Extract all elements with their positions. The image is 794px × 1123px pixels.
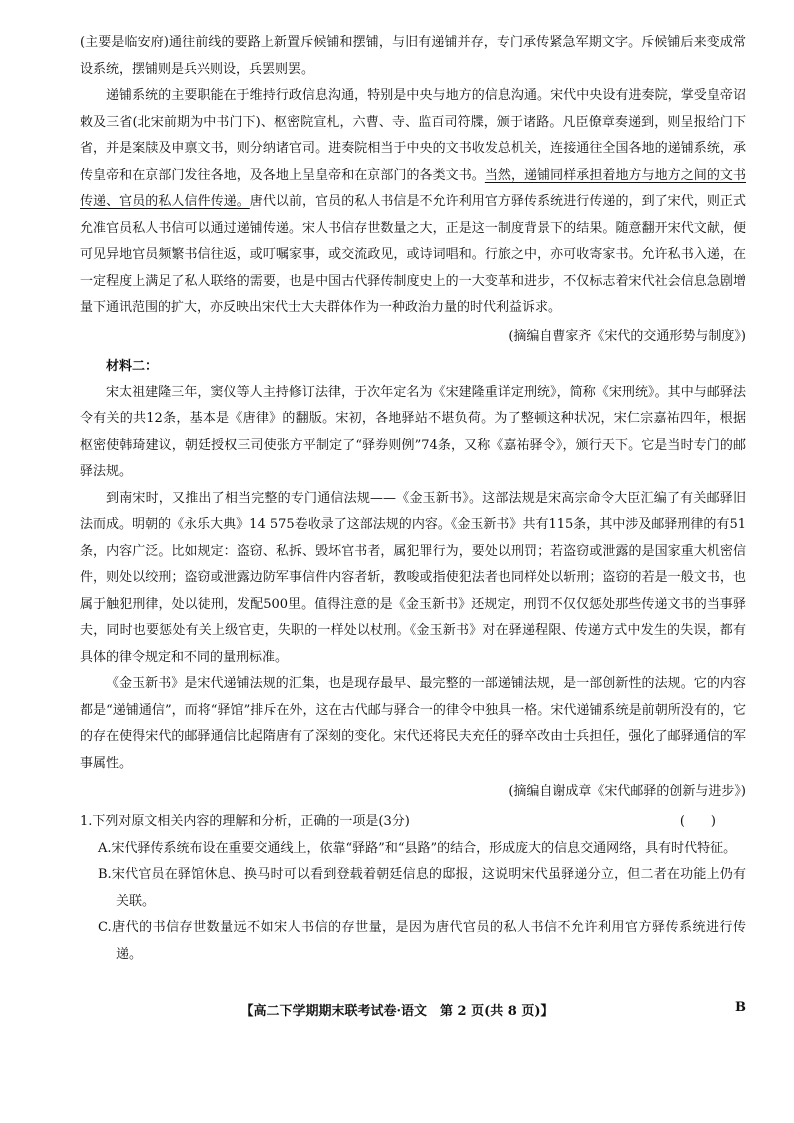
page-footer	[0, 1000, 794, 1019]
underlined-sentence: 当然，递铺同样承担着地方与地方之间的文书传递、官员的私人信件传递。	[80, 167, 746, 209]
answer-blank: ( )	[679, 814, 716, 829]
option-a: A.宋代驿传系统布设在重要交通线上，依靠“驿路”和“县路”的结合，形成庞大的信息交通网络，具有时代特征。	[98, 840, 737, 856]
paragraph-text: 唐代以前，官员的私人书信是不允许利用官方驿传系统进行传递的，到了宋代，则正式允准官员私人书信可以通过递铺传递。宋人书信存世数量之大，正是这一制度背景下的结果。随意翻开宋代文献，便可见异地官员频繁书信往返，或叮嘱家事，或交流政见，或诗词唱和。行旅之中，亦可收寄家书。允许私书入递，在一定程度上满足了私人联络的需要，也是中国古代驿传制度史上的一大变革和进步，不仅标志着宋代社会信息急剧增量下通讯范围的扩大，亦反映出宋代士大夫群体作为一种政治力量的时代利益诉求。	[80, 194, 746, 315]
option-c: C.唐代的书信存世数量远不如宋人书信的存世量，是因为唐代官员的私人书信不允许利用官方驿传系统进行传递。	[98, 920, 746, 962]
question-text: 1.下列对原文相关内容的理解和分析，正确的一项是(3分)	[80, 814, 410, 829]
material-heading: 材料二：	[106, 358, 159, 374]
paragraph-jinyu-summary: 《金玉新书》是宋代递铺法规的汇集，也是现存最早、最完整的一部递铺法规，是一部创新性的法规。它的内容都是“递铺通信”，而将“驿馆”排斥在外，这在古代邮与驿合一的律令中独具一格。宋代递铺系统是前朝所没有的，它的存在使得宋代的邮驿通信比起隋唐有了深刻的变化。宋代还将民夫充任的驿卒改由士兵担任，强化了邮驿通信的军事属性。	[80, 676, 746, 771]
question-stem	[80, 809, 746, 836]
paper-code: B	[735, 1000, 746, 1015]
paragraph-relay-system	[80, 83, 746, 322]
paragraph-continuation: (主要是临安府)通往前线的要路上新置斥候铺和摆铺，与旧有递铺并存，专门承传紧急军期文字。斥候铺后来变成常设系统，摆铺则是兵兴则设，兵罢则罢。	[80, 35, 746, 77]
footer-title: 【高二下学期期末联考试卷·语文 第 2 页(共 8 页)】	[240, 1004, 554, 1019]
citation: (摘编自曹家齐《宋代的交通形势与制度》)	[508, 328, 746, 344]
paragraph-jinyu-xinshu: 到南宋时，又推出了相当完整的专门通信法规——《金玉新书》。这部法规是宋高宗命令大臣汇编了有关邮驿旧法而成。明朝的《永乐大典》14 575卷收录了这部法规的内容。《金玉新书》共有115条，其中涉及邮驿刑律的有51条，内容广泛。比如规定：盗窃、私拆、毁坏官书者，属犯罪行为，要处以刑罚；若盗窃或泄露的是国家重大机密信件，则处以绞刑；盗窃或泄露边防军事信件内容者斩，教唆或指使犯法者也同样处以斩刑；盗窃的若是一般文书，也属于触犯刑律，处以徒刑，发配500里。值得注意的是《金玉新书》还规定，刑罚不仅仅惩处那些传递文书的当事驿夫，同时也要惩处有关上级官吏，失职的一样处以杖刑。《金玉新书》对在驿递程限、传递方式中发生的失误，都有具体的律令规定和不同的量刑标准。	[80, 490, 746, 665]
paragraph-song-law: 宋太祖建隆三年，窦仪等人主持修订法律，于次年定名为《宋建隆重详定刑统》，简称《宋刑统》。其中与邮驿法令有关的共12条，基本是《唐律》的翻版。宋初，各地驿站不堪负荷。为了整顿这种状况，宋仁宗嘉祐四年，根据枢密使韩琦建议，朝廷授权三司使张方平制定了“驿券则例”74条，又称《嘉祐驿令》，颁行天下。它是当时专门的邮驿法规。	[80, 384, 746, 479]
option-b: B.宋代官员在驿馆休息、换马时可以看到登载着朝廷信息的邸报，这说明宋代虽驿递分立，但二者在功能上仍有关联。	[98, 867, 746, 909]
citation: (摘编自谢成章《宋代邮驿的创新与进步》)	[508, 784, 746, 799]
paragraph-text: 递铺系统的主要职能在于维持行政信息沟通，特别是中央与地方的信息沟通。宋代中央设有进奏院，掌受皇帝诏敕及三省(北宋前期为中书门下)、枢密院宣札，六曹、寺、监百司符牒，颁于诸路。凡臣僚章奏递到，则呈报给门下省，并是案牍及申禀文书，则分纳诸官司。进奏院相当于中央的文书收发总机关，连接通往全国各地的递铺系统，承传皇帝和在京部门发往各地，及各地上呈皇帝和在京部门的各类文书。	[80, 88, 746, 183]
